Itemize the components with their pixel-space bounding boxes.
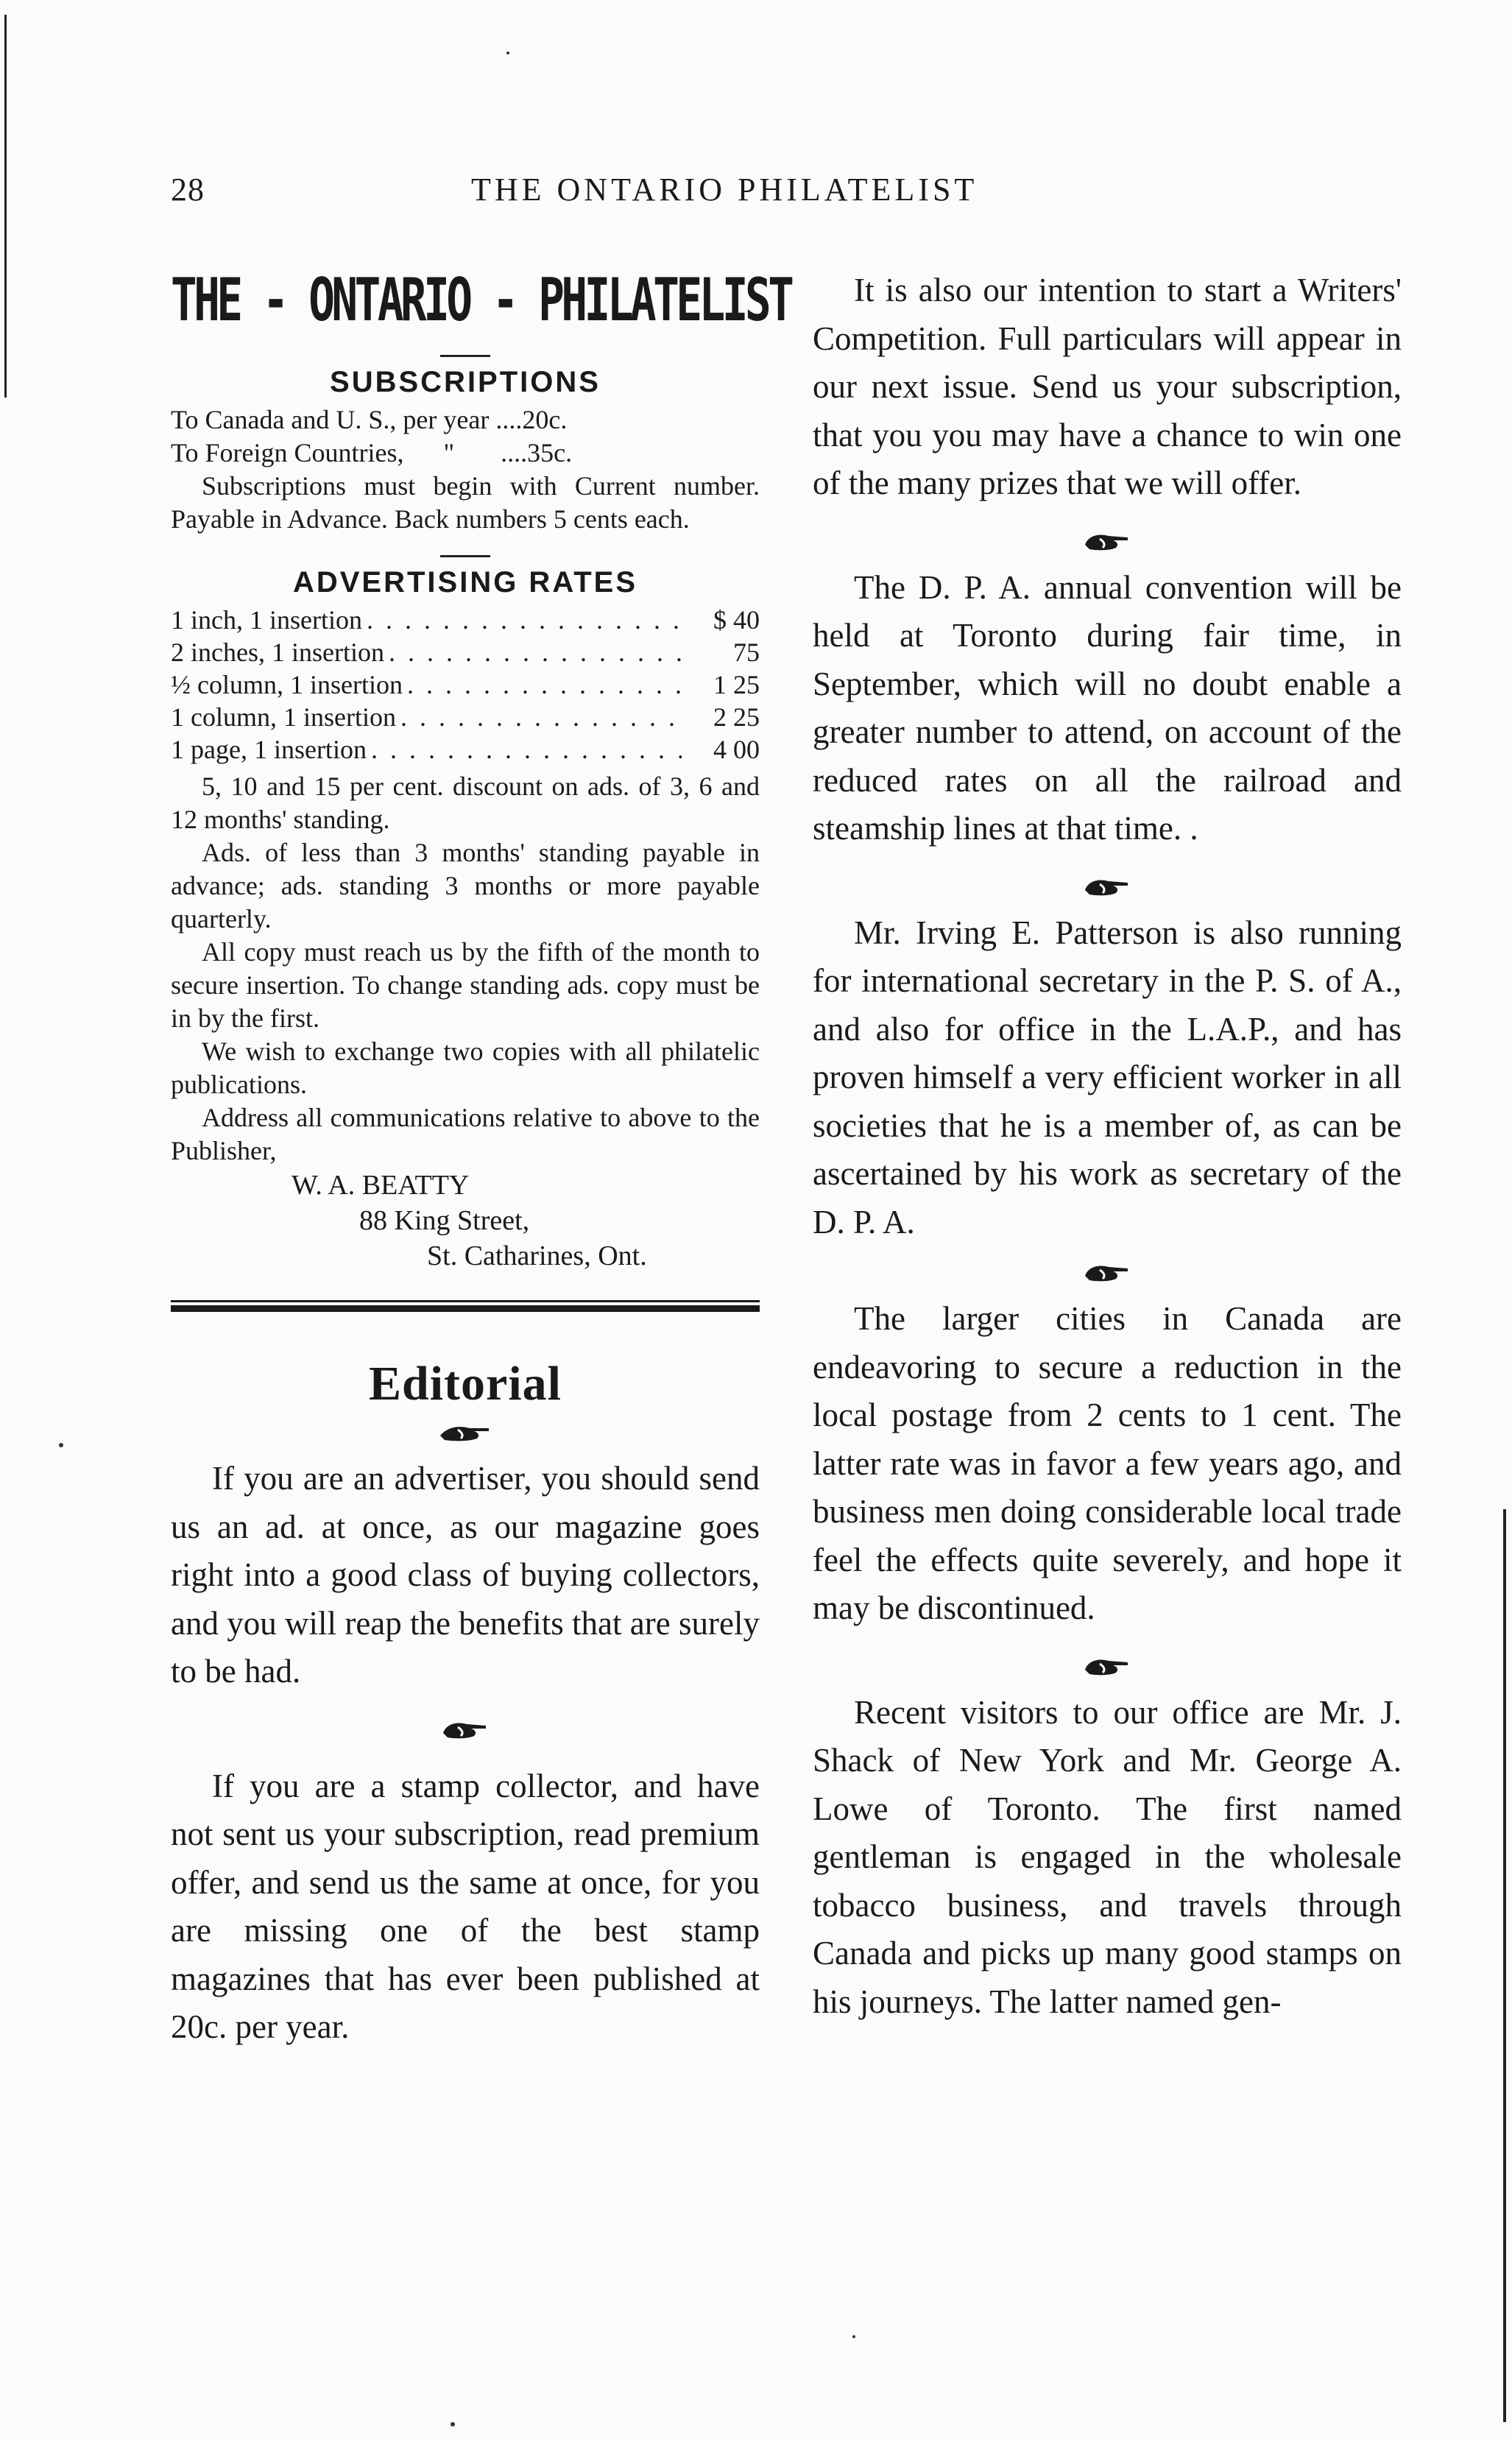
divider-rule	[440, 355, 490, 357]
divider-rule	[440, 555, 490, 557]
editorial-paragraph: If you are a stamp collector, and have not sent us your subscription, read premium offer, and send us the same at once, for you are missing one of the best stamp magazines that has ever been published at 20c. per year.	[171, 1767, 760, 2045]
rate-price: 1 25	[713, 670, 760, 699]
running-title: THE ONTARIO PHILATELIST	[471, 172, 978, 208]
subscriptions-heading: SUBSCRIPTIONS	[330, 366, 601, 398]
double-rule	[171, 1305, 760, 1312]
double-rule	[171, 1300, 760, 1302]
rate-item: ½ column, 1 insertion	[171, 670, 403, 699]
scan-speck	[59, 1443, 63, 1447]
left-column	[171, 265, 791, 2052]
subscription-terms: Subscriptions must begin with Current number. Payable in Advance. Back numbers 5 cents each.	[171, 471, 760, 534]
copy-deadline-note: All copy must reach us by the fifth of the month to secure insertion. To change standing ads. copy must be in by the first.	[171, 937, 760, 1033]
page-header	[0, 171, 1512, 222]
rate-price: $ 40	[713, 605, 760, 635]
rate-row	[171, 668, 760, 701]
publisher-street: 88 King Street,	[359, 1205, 530, 1236]
column-paragraph: Mr. Irving E. Patterson is also running for international secretary in the P. S. of A., and also for office in the L.A.P., and has proven himself a very efficient worker in all societies that he is a member of, as can be ascertained by his work as secretary of the D. P. A.	[813, 914, 1402, 1240]
rates-table	[171, 604, 760, 766]
rate-price: 75	[733, 638, 760, 667]
rate-row	[171, 701, 760, 733]
leader-dots	[371, 733, 682, 766]
rate-price: 4 00	[713, 735, 760, 764]
address-note: Address all communications relative to above to the Publisher,	[171, 1103, 760, 1165]
editorial-heading: Editorial	[368, 1357, 562, 1411]
column-paragraph: The larger cities in Canada are endeavoring to secure a reduction in the local postage from 2 cents to 1 cent. The latter rate was in favor a few years ago, and business men doing considerable local trade feel the effects quite severely, and hope it may be discontinued.	[813, 1300, 1402, 1626]
subscription-rate-foreign: To Foreign Countries, " ....35c.	[171, 438, 573, 467]
leader-dots	[367, 604, 682, 636]
leader-dots	[407, 668, 682, 701]
leader-dots	[389, 636, 682, 668]
column-paragraph: The D. P. A. annual convention will be held at Toronto during fair time, in September, which will no doubt enable a greater number to attend, on account of the reduced rates on all the railroad and steamship lines at that time. .	[813, 568, 1402, 847]
rate-row	[171, 636, 760, 668]
advertising-notes	[171, 770, 760, 1168]
rate-item: 1 inch, 1 insertion	[171, 605, 362, 635]
exchange-note: We wish to exchange two copies with all philatelic publications.	[171, 1037, 760, 1099]
right-column	[813, 267, 1402, 2026]
rate-row	[171, 604, 760, 636]
editorial-paragraph: If you are an advertiser, you should send us an ad. at once, as our magazine goes right into a good class of buying collectors, and you will reap the benefits that are surely to be had.	[171, 1460, 760, 1690]
column-paragraph: It is also our intention to start a Writers' Competition. Full particulars will appear in our next issue. Send us your subscription, that you you may have a chance to win one of the many prizes that we will offer.	[813, 272, 1402, 501]
subscriptions-block	[171, 403, 760, 536]
publisher-city: St. Catharines, Ont.	[427, 1240, 647, 1271]
pointing-hand-icon	[1084, 875, 1131, 897]
discount-note: 5, 10 and 15 per cent. discount on ads. of 3, 6 and 12 months' standing.	[171, 772, 760, 834]
subscription-rate-canada: To Canada and U. S., per year ....20c.	[171, 405, 568, 434]
rate-price: 2 25	[713, 702, 760, 732]
scan-edge-right	[1503, 1509, 1506, 2422]
rate-row	[171, 733, 760, 766]
advertising-rates-heading: ADVERTISING RATES	[292, 566, 638, 599]
pointing-hand-icon	[1084, 1655, 1131, 1677]
leader-dots	[400, 701, 682, 733]
payment-note: Ads. of less than 3 months' standing payable in advance; ads. standing 3 months or more payable quarterly.	[171, 838, 760, 933]
scan-speck	[506, 52, 509, 54]
rate-item: 1 column, 1 insertion	[171, 702, 396, 732]
publisher-name: W. A. BEATTY	[292, 1170, 470, 1201]
publisher-address	[171, 1168, 760, 1274]
pointing-hand-icon	[437, 1419, 493, 1443]
rate-item: 1 page, 1 insertion	[171, 735, 367, 764]
scan-speck	[852, 2335, 855, 2338]
column-paragraph: Recent visitors to our office are Mr. J. Shack of New York and Mr. George A. Lowe of Toronto. The first named gentleman is engaged in the wholesale tobacco business, and travels through Canada and picks up many good stamps on his journeys. The latter named gen-	[813, 1693, 1402, 2020]
scan-speck	[451, 2422, 455, 2426]
pointing-hand-icon	[1084, 530, 1131, 552]
rate-item: 2 inches, 1 insertion	[171, 638, 384, 667]
pointing-hand-icon	[1084, 1261, 1131, 1283]
masthead-title: THE - ONTARIO - PHILATELIST	[171, 266, 791, 334]
page-number: 28	[171, 172, 205, 208]
pointing-hand-icon	[442, 1718, 489, 1740]
